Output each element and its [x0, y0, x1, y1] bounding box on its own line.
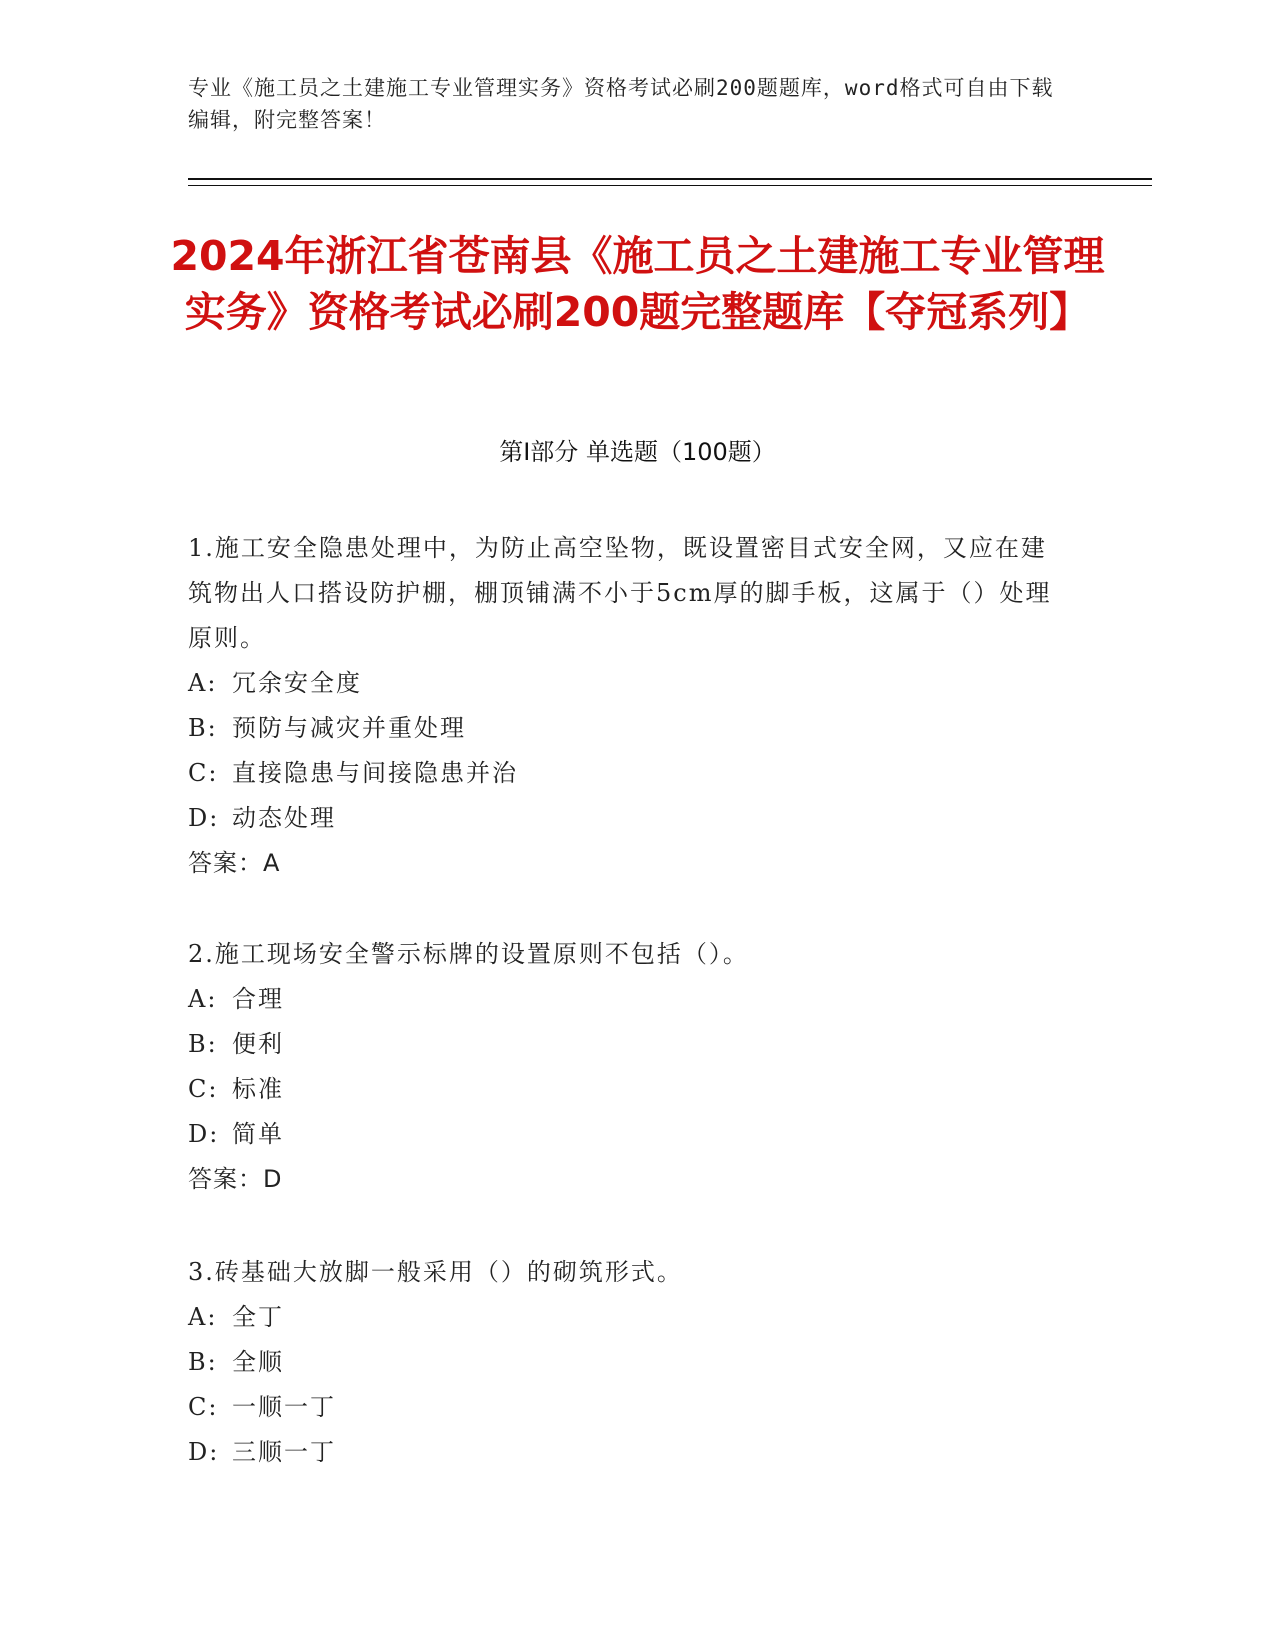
- answer-line: 答案：A: [188, 849, 281, 877]
- option-text: 预防与减灾并重处理: [232, 714, 466, 742]
- option-d: [188, 1112, 1068, 1157]
- question-2: [188, 932, 1068, 1202]
- option-letter: D:: [188, 1438, 220, 1466]
- option-letter: A:: [188, 985, 218, 1013]
- option-text: 直接隐患与间接隐患并治: [232, 759, 518, 787]
- header-note: 专业《施工员之土建施工专业管理实务》资格考试必刷200题题库，word格式可自由下载编辑，附完整答案！: [188, 76, 1054, 132]
- option-text: 全丁: [232, 1303, 284, 1331]
- option-c: [188, 751, 1068, 796]
- option-text: 动态处理: [232, 804, 336, 832]
- option-letter: C:: [188, 759, 219, 787]
- option-c: [188, 1385, 1068, 1430]
- option-letter: C:: [188, 1393, 219, 1421]
- option-a: [188, 661, 1068, 706]
- option-b: [188, 706, 1068, 751]
- option-letter: A:: [188, 1303, 218, 1331]
- option-letter: C:: [188, 1075, 219, 1103]
- option-text: 简单: [232, 1120, 284, 1148]
- answer-line: 答案：D: [188, 1165, 283, 1193]
- option-b: [188, 1340, 1068, 1385]
- question-3: [188, 1250, 1068, 1475]
- document-title: 2024年浙江省苍南县《施工员之土建施工专业管理实务》资格考试必刷200题完整题库【夺冠系列】: [170, 232, 1105, 336]
- option-letter: B:: [188, 1348, 218, 1376]
- option-text: 标准: [232, 1075, 284, 1103]
- section-heading: 第I部分 单选题（100题）: [499, 438, 776, 466]
- option-text: 合理: [232, 985, 284, 1013]
- option-letter: B:: [188, 1030, 218, 1058]
- option-c: [188, 1067, 1068, 1112]
- option-text: 全顺: [232, 1348, 284, 1376]
- header-divider-thick: [188, 178, 1152, 180]
- option-letter: D:: [188, 1120, 220, 1148]
- option-d: [188, 1430, 1068, 1475]
- option-letter: B:: [188, 714, 218, 742]
- question-stem: 3.砖基础大放脚一般采用（）的砌筑形式。: [188, 1258, 683, 1286]
- question-stem: 1.施工安全隐患处理中，为防止高空坠物，既设置密目式安全网，又应在建筑物出人口搭设防护棚，棚顶铺满不小于5cm厚的脚手板，这属于（）处理原则。: [188, 534, 1052, 652]
- header-divider-thin: [188, 185, 1152, 186]
- option-text: 冗余安全度: [232, 669, 362, 697]
- option-b: [188, 1022, 1068, 1067]
- option-letter: D:: [188, 804, 220, 832]
- question-stem: 2.施工现场安全警示标牌的设置原则不包括（）。: [188, 940, 749, 968]
- option-text: 一顺一丁: [232, 1393, 336, 1421]
- question-1: [188, 526, 1068, 886]
- option-text: 便利: [232, 1030, 284, 1058]
- option-d: [188, 796, 1068, 841]
- option-letter: A:: [188, 669, 218, 697]
- option-a: [188, 977, 1068, 1022]
- option-text: 三顺一丁: [232, 1438, 336, 1466]
- option-a: [188, 1295, 1068, 1340]
